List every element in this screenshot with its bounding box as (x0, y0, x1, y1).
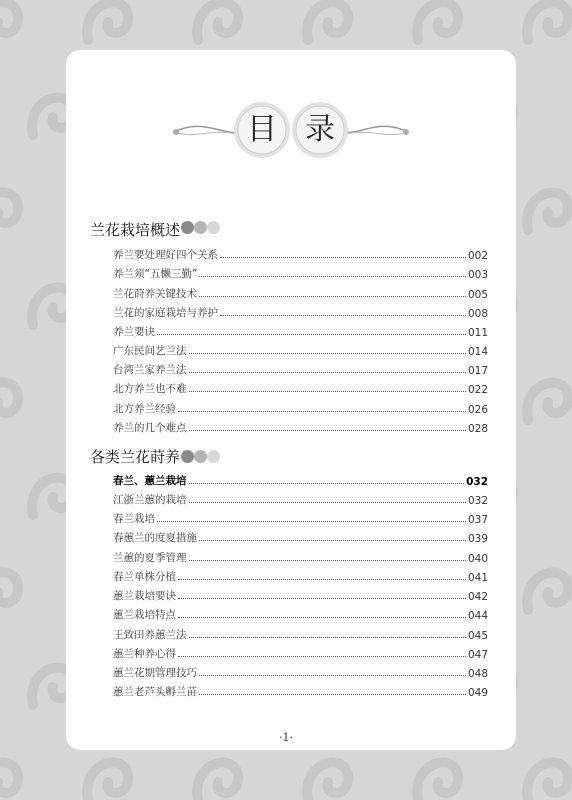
toc-entry-title: 北方养兰经验 (113, 403, 176, 415)
toc-entry-title: 蕙兰栽培特点 (113, 609, 176, 621)
toc-entry-title: 广东民间艺兰法 (113, 345, 187, 357)
swirl-ornament (307, 763, 348, 800)
toc-leader (189, 501, 466, 503)
toc-entry[interactable] (113, 285, 488, 301)
toc-entry[interactable] (113, 568, 488, 584)
toc-entry-title: 江浙兰蕙的栽培 (113, 494, 187, 506)
toc-entry[interactable] (113, 472, 488, 488)
toc-entry-page: 026 (467, 404, 488, 416)
toc-leader (157, 520, 466, 522)
toc-entry[interactable] (113, 549, 488, 565)
swirl-ornament (527, 193, 568, 230)
toc-leader (178, 597, 466, 599)
toc-leader (199, 295, 466, 297)
toc-entry-title: 春蕙兰的度夏措施 (113, 532, 197, 544)
toc-entry-page: 005 (467, 289, 488, 301)
toc-entry-page: 002 (467, 250, 488, 262)
toc-entry[interactable] (113, 510, 488, 526)
dot-mid (194, 221, 207, 234)
dot-dark (181, 221, 194, 234)
toc-entry-page: 032 (466, 476, 488, 488)
toc-entry-title: 蕙兰栽培要诀 (113, 590, 176, 602)
toc-entry-page: 028 (467, 423, 488, 435)
page-number: ·1· (279, 731, 293, 744)
swirl-ornament (0, 573, 18, 610)
toc-leader (189, 482, 465, 484)
toc-entry-page: 003 (467, 269, 488, 281)
dot-mid (194, 450, 207, 463)
toc-entry[interactable] (113, 400, 488, 416)
swirl-ornament (307, 3, 348, 40)
toc-entry-title: 兰花莳养关键技术 (113, 288, 197, 300)
toc-leader (178, 410, 466, 412)
toc-entry[interactable] (113, 587, 488, 603)
toc-entry-page: 045 (467, 630, 488, 642)
toc-entry-title: 春兰单株分植 (113, 571, 176, 583)
toc-entry-title: 台湾兰家养兰法 (113, 364, 187, 376)
swirl-ornament (197, 3, 238, 40)
toc-entry-page: 041 (467, 572, 488, 584)
toc-entry[interactable] (113, 380, 488, 396)
section-heading-cultivation: 各类兰花莳养 (90, 448, 181, 466)
toc-leader (189, 429, 466, 431)
dot-dark (181, 450, 194, 463)
toc-entry-page: 039 (467, 533, 488, 545)
toc-entry-page: 032 (467, 495, 488, 507)
toc-leader (189, 390, 466, 392)
toc-entry[interactable] (113, 304, 488, 320)
toc-entry[interactable] (113, 606, 488, 622)
toc-leader (178, 616, 466, 618)
toc-entry[interactable] (113, 683, 488, 699)
swirl-ornament (527, 763, 568, 800)
toc-entry-page: 040 (467, 553, 488, 565)
swirl-ornament (527, 3, 568, 40)
dot-light (207, 221, 220, 234)
toc-entry-page: 014 (467, 346, 488, 358)
toc-entry-title: 春兰栽培 (113, 513, 155, 525)
toc-entry-page: 049 (467, 687, 488, 699)
toc-entry-page: 048 (467, 668, 488, 680)
toc-entry-page: 008 (467, 308, 488, 320)
swirl-ornament (417, 3, 458, 40)
swirl-ornament (417, 763, 458, 800)
toc-leader (189, 636, 466, 638)
toc-entry[interactable] (113, 645, 488, 661)
toc-entry[interactable] (113, 361, 488, 377)
toc-entry[interactable] (113, 491, 488, 507)
swirl-ornament (0, 383, 18, 420)
toc-leader (189, 559, 466, 561)
toc-leader (178, 655, 466, 657)
toc-entry-title: 蕙兰种养心得 (113, 648, 176, 660)
toc-entry-title: 养兰要诀 (113, 326, 155, 338)
toc-entry-page: 037 (467, 514, 488, 526)
toc-entry-title: 蕙兰花期管理技巧 (113, 667, 197, 679)
toc-entry-title: 蕙兰老芦头孵兰苗 (113, 686, 197, 698)
toc-entry-page: 047 (467, 649, 488, 661)
section-heading-overview: 兰花栽培概述 (90, 221, 181, 239)
toc-entry-page: 022 (467, 384, 488, 396)
toc-leader (189, 352, 466, 354)
toc-entry[interactable] (113, 664, 488, 680)
swirl-ornament (0, 3, 18, 40)
toc-leader (199, 275, 466, 277)
toc-entry[interactable] (113, 323, 488, 339)
toc-entry[interactable] (113, 529, 488, 545)
swirl-ornament (0, 193, 18, 230)
swirl-ornament (87, 3, 128, 40)
toc-leader (178, 578, 466, 580)
toc-entry-page: 042 (467, 591, 488, 603)
toc-leader (199, 674, 466, 676)
swirl-ornament (0, 763, 18, 800)
toc-leader (157, 333, 466, 335)
toc-entry-title: 养兰要处理好四个关系 (113, 249, 218, 261)
toc-entry-title: 兰花的家庭栽培与养护 (113, 307, 218, 319)
toc-entry-page: 044 (467, 610, 488, 622)
toc-entry-title: 兰蕙的夏季管理 (113, 552, 187, 564)
title-char-1: 目 (247, 112, 277, 147)
toc-leader (220, 314, 466, 316)
swirl-ornament (87, 763, 128, 800)
toc-entry-page: 011 (467, 327, 488, 339)
toc-entry[interactable] (113, 246, 488, 262)
title-ornament (66, 96, 516, 186)
toc-leader (220, 256, 466, 258)
toc-entry[interactable] (113, 342, 488, 358)
swirl-ornament (197, 763, 238, 800)
title-char-2: 录 (305, 112, 335, 147)
toc-entry[interactable] (113, 419, 488, 435)
toc-entry-title: 养兰的几个难点 (113, 422, 187, 434)
toc-entry-title: 春兰、蕙兰栽培 (113, 475, 187, 487)
toc-leader (199, 693, 466, 695)
toc-entry-page: 017 (467, 365, 488, 377)
toc-leader (189, 371, 466, 373)
swirl-ornament (527, 383, 568, 420)
swirl-ornament (527, 573, 568, 610)
toc-entry-title: 王致田养蕙兰法 (113, 629, 187, 641)
toc-entry-title: 养兰须“五懒三勤” (113, 268, 198, 280)
toc-leader (199, 539, 466, 541)
toc-entry-title: 北方养兰也不难 (113, 383, 187, 395)
dot-light (207, 450, 220, 463)
toc-entry[interactable] (113, 626, 488, 642)
toc-entry[interactable] (113, 265, 488, 281)
